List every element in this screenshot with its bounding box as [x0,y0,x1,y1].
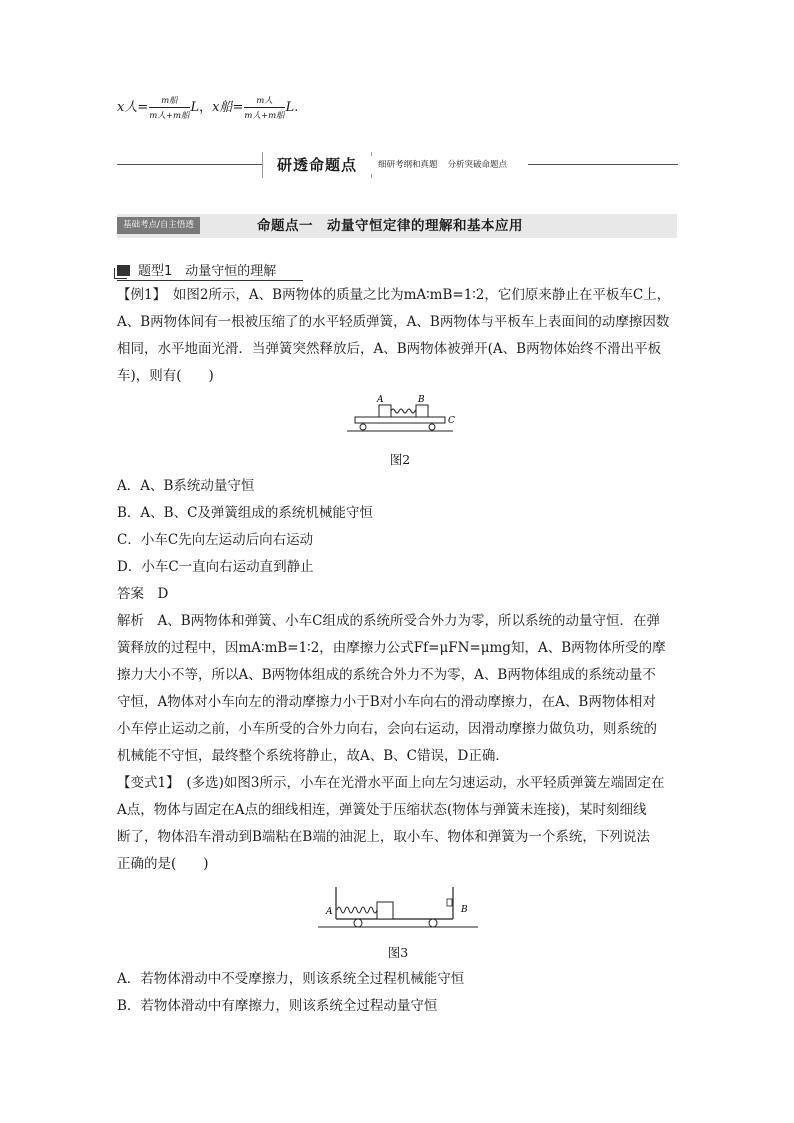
example1-line: 相同，水平地面光滑．当弹簧突然释放后，A、B两物体被弹开(A、B两物体始终不滑出平板 [117,341,662,357]
analysis-line: 解析 A、B两物体和弹簧、小车C组成的系统所受合外力为零，所以系统的动量守恒．在弹 [117,613,660,629]
label-b: B [461,905,468,915]
label-b: B [418,395,425,405]
banner-rule-left [117,164,262,165]
variant-option-b: B．若物体滑动中有摩擦力，则该系统全过程动量守恒 [117,998,438,1014]
variant1-line: A点，物体与固定在A点的细线相连，弹簧处于压缩状态(物体与弹簧未连接)，某时刻细线 [117,802,647,818]
banner-subtitle-2: 分析突破命题点 [447,160,508,170]
den-m-person: m人 [149,111,166,121]
formula-x-person: x人 [117,100,138,115]
analysis-line: 小车停止运动之前，小车所受的合外力向右，会向右运动，因滑动摩擦力做负功，则系统的 [117,721,657,737]
period: . [294,100,299,115]
example1-line: 【例1】 如图2所示，A、B两物体的质量之比为mA∶mB=1∶2，它们原来静止在平板车C上， [117,287,671,303]
variant1-line: 断了，物体沿车滑动到B端粘在B端的油泥上，取小车、物体和弹簧为一个系统，下列说法 [117,829,650,845]
variant-option-a: A．若物体滑动中不受摩擦力，则该系统全过程机械能守恒 [117,971,465,987]
spring [391,409,416,413]
example1-line: A、B两物体间有一根被压缩了的水平轻质弹簧，A、B两物体与平板车上表面间的动摩擦因数 [117,314,670,330]
option-a: A．A、B系统动量守恒 [117,478,255,494]
label-a: A [326,907,333,917]
label-c: C [448,416,455,426]
analysis-line: 守恒，A物体对小车向左的滑动摩擦力小于B对小车向右的滑动摩擦力，在A、B两物体相对 [117,694,656,710]
banner-rule-right [528,164,678,165]
fraction-person [149,94,189,121]
wheel-right [429,919,437,927]
figure-3 [318,885,478,937]
plus-sign: + [260,111,269,121]
block-object [377,902,393,919]
wheel-left [360,424,366,430]
analysis-line: 机械能不守恒，最终整个系统将静止，故A、B、C错误，D正确． [117,748,509,764]
formula-line [117,94,298,134]
comma: ， [199,100,213,115]
option-d: D．小车C一直向右运动直到静止 [117,559,314,575]
section-title: 命题点一 动量守恒定律的理解和基本应用 [257,218,523,234]
numerator: m船 [149,94,189,108]
equals-sign: = [232,100,244,115]
answer: 答案 D [117,586,169,602]
block-b [416,405,428,417]
equals-sign: = [137,100,149,115]
example1-line: 车)，则有( ) [117,368,214,384]
section-header [117,214,677,238]
block-a [379,405,391,417]
section-tag: 基础考点/自主悟透 [117,217,200,234]
den-m-boat: m船 [268,111,285,121]
denominator [244,108,284,121]
option-b: B．A、B、C及弹簧组成的系统机械能守恒 [117,505,373,521]
analysis-line: 簧释放的过程中，因mA∶mB=1∶2，由摩擦力公式Ff=μFN=μmg知，A、B两物体所受的摩 [117,640,666,656]
variant1-line: 正确的是( ) [117,856,209,872]
figure-3-caption: 图3 [387,945,409,960]
type-heading [117,262,682,282]
figure-2 [345,392,465,440]
banner-subtitle [370,156,528,174]
putty-b [447,899,452,906]
variant1-line: 【变式1】 (多选)如图3所示，小车在光滑水平面上向左匀速运动，水平轻质弹簧左端固定在 [117,775,665,791]
denominator [149,108,189,121]
analysis-line: 擦力大小不等，所以A、B两物体组成的系统合外力不为零，A、B两物体组成的系统动量不 [117,667,656,683]
length-l: L [285,100,295,115]
formula-x-boat: x船 [212,100,233,115]
length-l: L [190,100,200,115]
fraction-boat [244,94,284,121]
den-m-boat: m船 [172,111,190,121]
banner-subtitle-1: 细研考纲和真题 [378,160,438,170]
den-m-person: m人 [244,111,261,121]
plus-sign: + [165,111,173,121]
numerator: m人 [244,94,284,108]
square-bullet-icon [117,265,130,276]
figure-2-caption: 图2 [389,452,411,467]
banner-title: 研透命题点 [262,152,372,178]
label-a: A [377,395,384,405]
option-c: C．小车C先向左运动后向右运动 [117,532,314,548]
type-heading-underline [117,280,303,281]
wheel-right [429,424,435,430]
type-heading-text: 题型1 动量守恒的理解 [138,264,277,279]
cart-c [355,417,445,423]
wheel-left [354,919,362,927]
